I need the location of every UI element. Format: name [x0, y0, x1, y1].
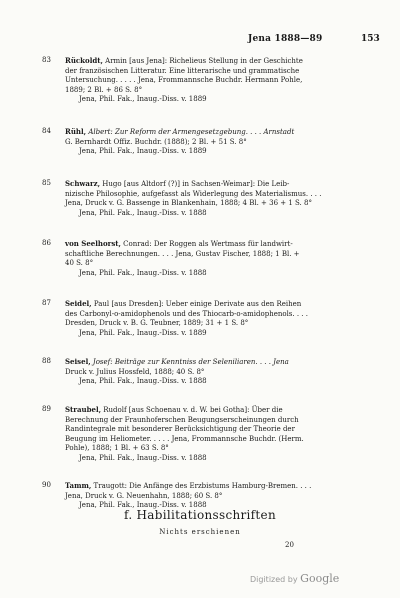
entry-text: Jena, Druck v. G. Neuenhahn, 1888; 60 S. 8°	[65, 491, 223, 500]
entry-text: Paul [aus Dresden]: Ueber einige Derivate aus den Reihen	[91, 300, 302, 308]
digitized-watermark	[250, 572, 339, 585]
entry-text: nizische Philosophie, aufgefasst als Widerlegung des Materialismus. . . .	[65, 189, 322, 198]
entry-text: Beugung im Heliometer. . . . . Jena, Frommannsche Buchdr. (Herm.	[65, 434, 304, 443]
entry-number: 87	[42, 299, 51, 307]
list-item	[0, 56, 400, 111]
author-name: von Seelhorst,	[65, 239, 121, 248]
author-name: Tamm,	[65, 481, 92, 490]
entry-note: Jena, Phil. Fak., Inaug.-Diss. v. 1888	[79, 501, 207, 510]
author-name: Seidel,	[65, 299, 92, 308]
author-name: Schwarz,	[65, 179, 101, 188]
entry-text: Josef: Beiträge zur Kenntniss der Seleniliaren. . . . Jena	[90, 358, 289, 366]
entry-text: Albert: Zur Reform der Armengesetzgebung. . . . Arnstadt	[86, 128, 295, 136]
google-logo: Google	[300, 572, 340, 585]
author-name: Rückoldt,	[65, 56, 103, 65]
author-name: Rühl,	[65, 127, 87, 136]
entry-text: der französischen Litteratur. Eine litterarische und grammatische	[65, 66, 300, 75]
entry-text: schaftliche Berechnungen. . . . Jena, Gustav Fischer, 1888; 1 Bl. +	[65, 249, 300, 258]
entry-text: 1889; 2 Bl. + 86 S. 8°	[65, 85, 143, 94]
sheet-signature: 20	[285, 541, 294, 549]
dissertation-list	[0, 56, 400, 517]
list-item	[0, 405, 400, 469]
entry-text: Randintegrale mit besonderer Berücksichtigung der Theorie der	[65, 425, 295, 434]
entry-text: Pohle), 1888; 1 Bl. + 63 S. 8°	[65, 444, 169, 453]
page-number: 153	[361, 34, 380, 44]
list-item	[0, 299, 400, 345]
watermark-prefix: Digitized by	[250, 575, 298, 584]
entry-text: Armin [aus Jena]: Richelieus Stellung in der Geschichte	[102, 57, 303, 65]
section-title: f. Habilitationsschriften	[124, 508, 276, 522]
list-item	[0, 239, 400, 285]
entry-number: 88	[42, 357, 51, 365]
entry-text: Druck v. Julius Hossfeld, 1888; 40 S. 8°	[65, 367, 205, 376]
entry-note: Jena, Phil. Fak., Inaug.-Diss. v. 1888	[79, 208, 207, 217]
entry-text: Berechnung der Fraunhoferschen Beugungserscheinungen durch	[65, 415, 299, 424]
entry-text: Rudolf [aus Schoenau v. d. W. bei Gotha]: Über die	[101, 406, 283, 414]
entry-note: Jena, Phil. Fak., Inaug.-Diss. v. 1888	[79, 268, 207, 277]
entry-number: 89	[42, 405, 51, 413]
entry-text: Conrad: Der Roggen als Wertmass für landwirt-	[120, 240, 293, 248]
entry-number: 86	[42, 239, 51, 247]
entry-text: Traugott: Die Anfänge des Erzbistums Hamburg-Bremen. . . .	[91, 482, 312, 490]
entry-note: Jena, Phil. Fak., Inaug.-Diss. v. 1888	[79, 377, 207, 386]
entry-text: Untersuchung. . . . . Jena, Frommannsche Buchdr. Hermann Pohle,	[65, 76, 303, 85]
entry-note: Jena, Phil. Fak., Inaug.-Diss. v. 1889	[79, 95, 207, 104]
section-note: Nichts erschienen	[159, 528, 241, 536]
entry-note: Jena, Phil. Fak., Inaug.-Diss. v. 1889	[79, 328, 207, 337]
entry-text: 40 S. 8°	[65, 259, 94, 268]
entry-text: des Carbonyl-o-amidophenols und des Thiocarb-o-amidophenols. . . .	[65, 309, 308, 318]
entry-text: Jena, Druck v. G. Bassenge in Blankenhain, 1888; 4 Bl. + 36 + 1 S. 8°	[65, 199, 312, 208]
list-item	[0, 179, 400, 225]
entry-number: 83	[42, 56, 51, 64]
entry-text: G. Bernhardt Offiz. Buchdr. (1888); 2 Bl. + 51 S. 8°	[65, 137, 247, 146]
list-item	[0, 357, 400, 393]
author-name: Straubel,	[65, 405, 102, 414]
entry-text: Hugo [aus Altdorf (?)] in Sachsen-Weimar]: Die Leib-	[100, 180, 290, 188]
entry-note: Jena, Phil. Fak., Inaug.-Diss. v. 1889	[79, 147, 207, 156]
author-name: Seisel,	[65, 357, 91, 366]
entry-text: Dresden, Druck v. B. G. Teubner, 1889; 31 + 1 S. 8°	[65, 319, 249, 328]
entry-note: Jena, Phil. Fak., Inaug.-Diss. v. 1888	[79, 453, 207, 462]
entry-number: 90	[42, 481, 51, 489]
entry-number: 85	[42, 179, 51, 187]
entry-number: 84	[42, 127, 51, 135]
list-item	[0, 127, 400, 163]
running-header: Jena 1888—89	[248, 34, 323, 44]
